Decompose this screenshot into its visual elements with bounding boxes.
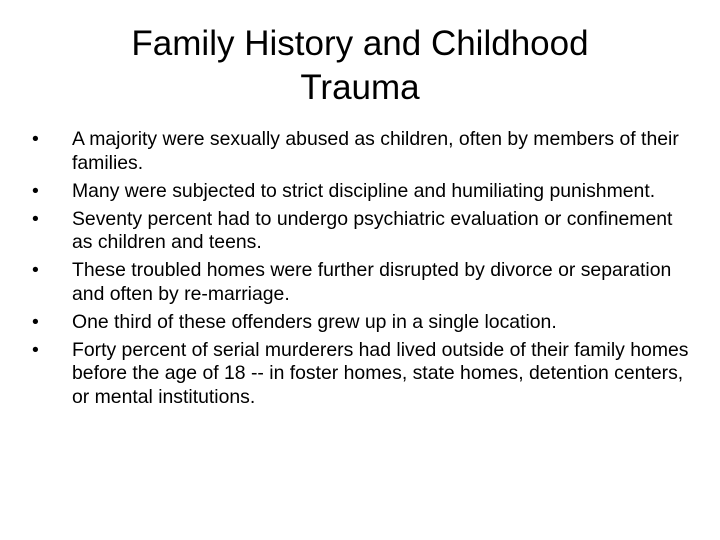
bullet-text: Forty percent of serial murderers had lived outside of their family homes before the age of 18 -- in foster homes, state homes, detention centers, or mental institutions. — [72, 338, 689, 408]
bullet-item — [32, 180, 692, 204]
bullet-marker: • — [32, 310, 39, 333]
bullet-text: Many were subjected to strict discipline and humiliating punishment. — [72, 179, 656, 202]
bullet-item — [32, 339, 692, 410]
bullet-marker: • — [32, 207, 39, 230]
bullet-text: These troubled homes were further disrupted by divorce or separation and often by re-marriage. — [72, 259, 672, 305]
bullet-item — [32, 311, 692, 335]
bullet-list — [32, 128, 692, 409]
bullet-marker: • — [32, 338, 39, 361]
bullet-text: A majority were sexually abused as children, often by members of their families. — [72, 128, 679, 174]
bullet-text: Seventy percent had to undergo psychiatric evaluation or confinement as children and teens. — [72, 207, 673, 254]
slide-title — [60, 22, 660, 110]
bullet-item — [32, 128, 692, 175]
bullet-marker: • — [32, 259, 39, 282]
bullet-item — [32, 208, 692, 255]
bullet-marker: • — [32, 179, 39, 202]
slide-title-line-1: Family History and Childhood — [131, 24, 589, 63]
slide-title-line-2: Trauma — [300, 68, 420, 107]
bullet-marker: • — [32, 128, 39, 150]
bullet-item — [32, 259, 692, 306]
bullet-text: One third of these offenders grew up in a single location. — [72, 310, 557, 333]
